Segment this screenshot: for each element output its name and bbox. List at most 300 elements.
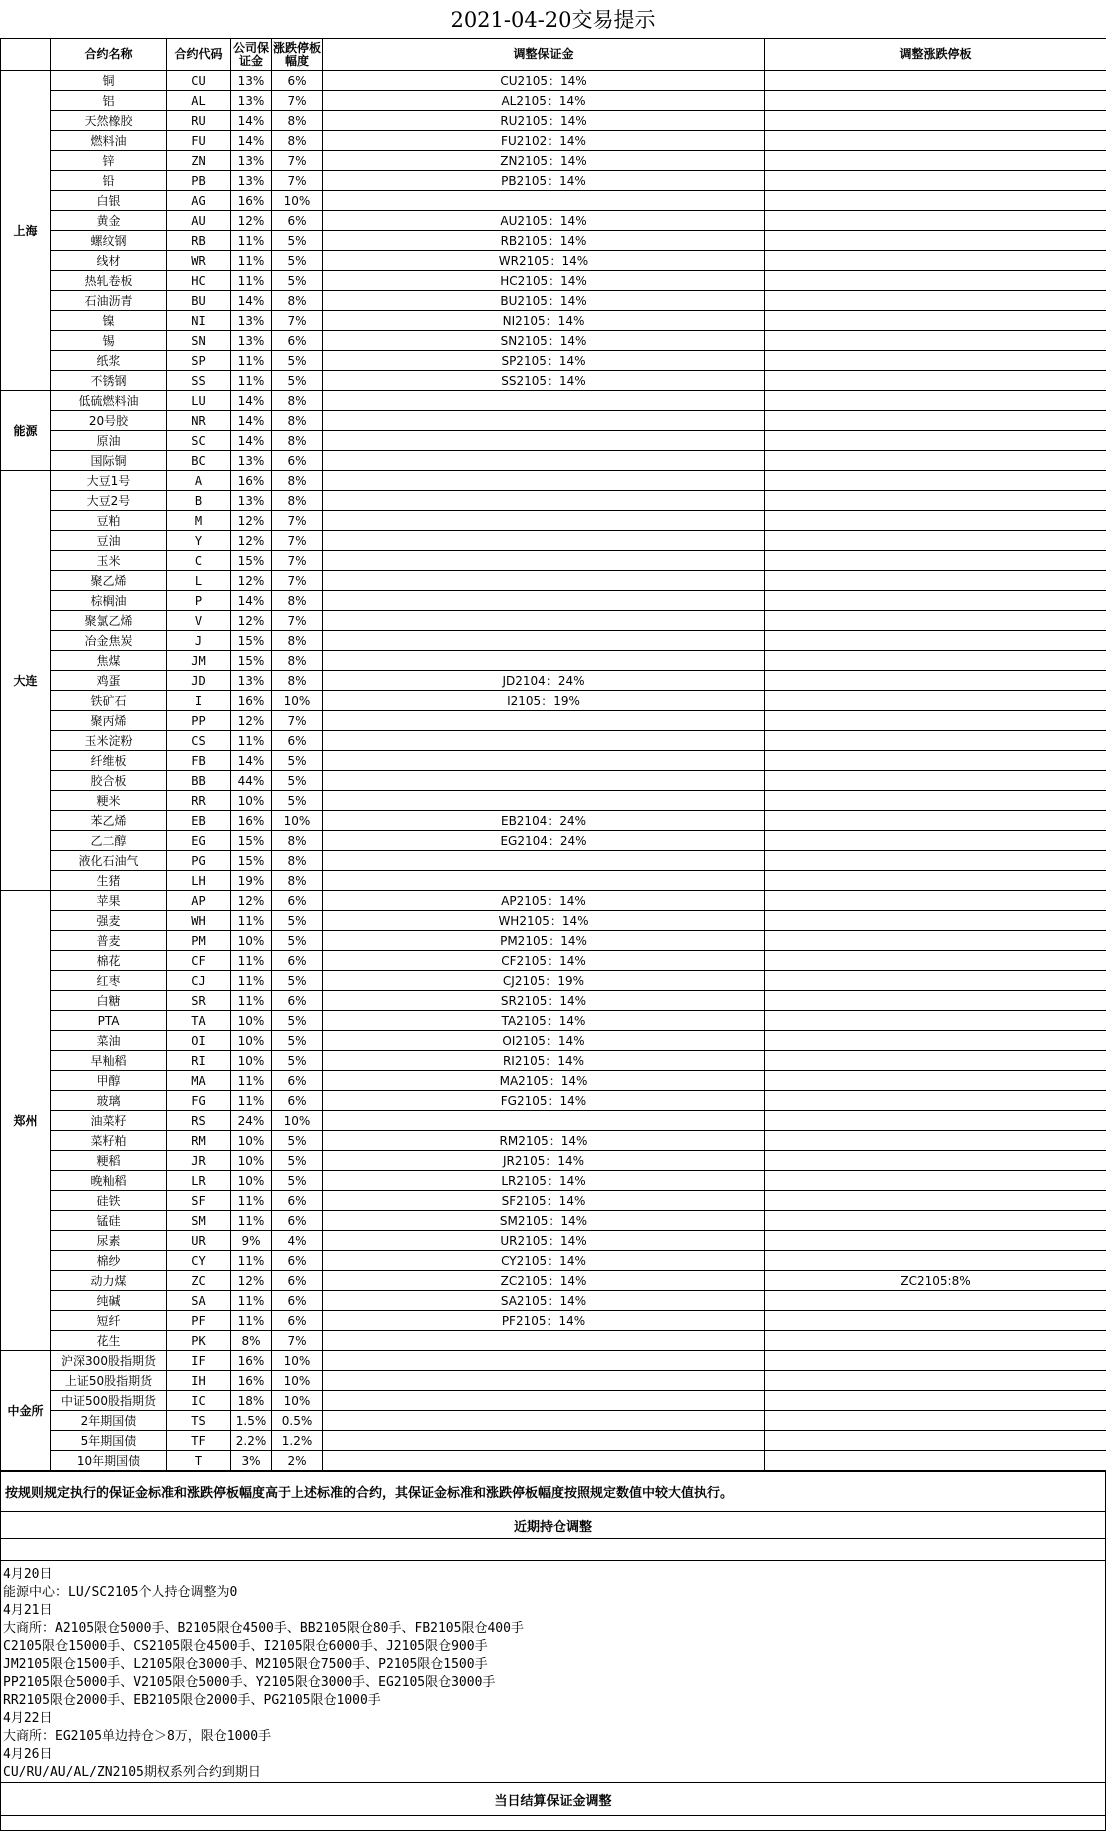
- spacer-row: [1, 1816, 1106, 1831]
- limit-range-cell: 8%: [272, 631, 323, 651]
- header-adjusted-limit: 调整涨跌停板: [765, 39, 1106, 71]
- limit-range-cell: 10%: [272, 1391, 323, 1411]
- table-row: [1, 251, 1106, 271]
- company-margin-cell: 12%: [231, 611, 272, 631]
- adjusted-limit-cell: [765, 1071, 1106, 1091]
- contract-name-cell: 线材: [51, 251, 167, 271]
- adjusted-limit-cell: [765, 1031, 1106, 1051]
- table-row: [1, 991, 1106, 1011]
- contract-code-cell: T: [167, 1451, 231, 1471]
- company-margin-cell: 11%: [231, 1211, 272, 1231]
- table-row: [1, 631, 1106, 651]
- limit-range-cell: 8%: [272, 831, 323, 851]
- adjusted-margin-cell: [323, 471, 765, 491]
- contract-code-cell: RR: [167, 791, 231, 811]
- limit-range-cell: 7%: [272, 171, 323, 191]
- limit-range-cell: 6%: [272, 1251, 323, 1271]
- table-row: [1, 451, 1106, 471]
- limit-range-cell: 6%: [272, 71, 323, 91]
- adjusted-margin-cell: [323, 851, 765, 871]
- contract-name-cell: 铜: [51, 71, 167, 91]
- contract-name-cell: 锰硅: [51, 1211, 167, 1231]
- adjusted-limit-cell: [765, 1051, 1106, 1071]
- contract-code-cell: PB: [167, 171, 231, 191]
- table-row: [1, 531, 1106, 551]
- exchange-name: 郑州: [1, 891, 51, 1351]
- table-row: [1, 771, 1106, 791]
- company-margin-cell: 11%: [231, 231, 272, 251]
- adjusted-limit-cell: [765, 411, 1106, 431]
- table-row: [1, 691, 1106, 711]
- adjusted-margin-cell: [323, 711, 765, 731]
- adjusted-margin-cell: CU2105：14%: [323, 71, 765, 91]
- contract-name-cell: 国际铜: [51, 451, 167, 471]
- adjusted-margin-cell: EG2104：24%: [323, 831, 765, 851]
- contract-code-cell: AL: [167, 91, 231, 111]
- adjusted-limit-cell: [765, 131, 1106, 151]
- adjusted-limit-cell: [765, 1351, 1106, 1371]
- contract-name-cell: 棕榈油: [51, 591, 167, 611]
- adjusted-margin-cell: JR2105：14%: [323, 1151, 765, 1171]
- limit-range-cell: 10%: [272, 1351, 323, 1371]
- adjusted-limit-cell: [765, 1411, 1106, 1431]
- adjusted-margin-cell: CY2105：14%: [323, 1251, 765, 1271]
- limit-range-cell: 6%: [272, 1311, 323, 1331]
- adjusted-margin-cell: [323, 1451, 765, 1471]
- contract-code-cell: NR: [167, 411, 231, 431]
- adjusted-margin-cell: LR2105：14%: [323, 1171, 765, 1191]
- adjusted-margin-cell: AU2105：14%: [323, 211, 765, 231]
- contract-code-cell: LR: [167, 1171, 231, 1191]
- table-row: [1, 571, 1106, 591]
- adjusted-margin-cell: NI2105：14%: [323, 311, 765, 331]
- contract-name-cell: 20号胶: [51, 411, 167, 431]
- adjusted-margin-cell: I2105：19%: [323, 691, 765, 711]
- table-row: [1, 731, 1106, 751]
- company-margin-cell: 13%: [231, 311, 272, 331]
- adjusted-limit-cell: [765, 651, 1106, 671]
- adjusted-margin-cell: PB2105：14%: [323, 171, 765, 191]
- table-row: [1, 671, 1106, 691]
- adjusted-margin-cell: ZC2105：14%: [323, 1271, 765, 1291]
- position-note-line: PP2105限仓5000手、V2105限仓5000手、Y2105限仓3000手、EG2105限仓3000手: [3, 1674, 1103, 1692]
- adjusted-limit-cell: [765, 111, 1106, 131]
- contract-name-cell: 不锈钢: [51, 371, 167, 391]
- company-margin-cell: 11%: [231, 951, 272, 971]
- contract-name-cell: 液化石油气: [51, 851, 167, 871]
- limit-range-cell: 8%: [272, 411, 323, 431]
- table-row: [1, 1011, 1106, 1031]
- adjusted-margin-cell: WR2105：14%: [323, 251, 765, 271]
- adjusted-limit-cell: [765, 251, 1106, 271]
- table-row: [1, 871, 1106, 891]
- position-note-line: 4月26日: [3, 1746, 1103, 1764]
- limit-range-cell: 5%: [272, 271, 323, 291]
- company-margin-cell: 2.2%: [231, 1431, 272, 1451]
- contract-name-cell: 上证50股指期货: [51, 1371, 167, 1391]
- adjusted-margin-cell: [323, 871, 765, 891]
- adjusted-margin-cell: [323, 1111, 765, 1131]
- limit-range-cell: 10%: [272, 1111, 323, 1131]
- contract-code-cell: P: [167, 591, 231, 611]
- limit-range-cell: 5%: [272, 911, 323, 931]
- adjusted-margin-cell: [323, 451, 765, 471]
- contract-name-cell: 纸浆: [51, 351, 167, 371]
- contract-name-cell: 燃料油: [51, 131, 167, 151]
- limit-range-cell: 7%: [272, 91, 323, 111]
- adjusted-margin-cell: OI2105：14%: [323, 1031, 765, 1051]
- contract-name-cell: 原油: [51, 431, 167, 451]
- adjusted-limit-cell: [765, 571, 1106, 591]
- adjusted-margin-cell: CJ2105：19%: [323, 971, 765, 991]
- adjusted-margin-cell: [323, 431, 765, 451]
- company-margin-cell: 15%: [231, 631, 272, 651]
- contract-name-cell: 胶合板: [51, 771, 167, 791]
- limit-range-cell: 5%: [272, 791, 323, 811]
- limit-range-cell: 5%: [272, 351, 323, 371]
- adjusted-margin-cell: SF2105：14%: [323, 1191, 765, 1211]
- contract-name-cell: 天然橡胶: [51, 111, 167, 131]
- adjusted-limit-cell: [765, 871, 1106, 891]
- adjusted-margin-cell: [323, 391, 765, 411]
- table-row: [1, 151, 1106, 171]
- contract-name-cell: 粳米: [51, 791, 167, 811]
- table-row: [1, 171, 1106, 191]
- contract-code-cell: ZN: [167, 151, 231, 171]
- adjusted-limit-cell: [765, 231, 1106, 251]
- limit-range-cell: 8%: [272, 591, 323, 611]
- table-row: [1, 371, 1106, 391]
- company-margin-cell: 10%: [231, 931, 272, 951]
- limit-range-cell: 5%: [272, 1131, 323, 1151]
- contract-code-cell: BU: [167, 291, 231, 311]
- limit-range-cell: 6%: [272, 1271, 323, 1291]
- contract-name-cell: 5年期国债: [51, 1431, 167, 1451]
- contract-name-cell: 螺纹钢: [51, 231, 167, 251]
- table-row: [1, 1031, 1106, 1051]
- adjusted-margin-cell: HC2105：14%: [323, 271, 765, 291]
- contract-name-cell: 短纤: [51, 1311, 167, 1331]
- table-row: [1, 291, 1106, 311]
- adjusted-limit-cell: [765, 931, 1106, 951]
- company-margin-cell: 12%: [231, 1271, 272, 1291]
- spacer-row: [1, 1539, 1106, 1561]
- contract-code-cell: EB: [167, 811, 231, 831]
- adjusted-margin-cell: [323, 1371, 765, 1391]
- limit-range-cell: 5%: [272, 1011, 323, 1031]
- limit-range-cell: 10%: [272, 691, 323, 711]
- contract-code-cell: IC: [167, 1391, 231, 1411]
- adjusted-margin-cell: PM2105：14%: [323, 931, 765, 951]
- table-row: [1, 131, 1106, 151]
- adjusted-margin-cell: [323, 1411, 765, 1431]
- company-margin-cell: 13%: [231, 91, 272, 111]
- contract-name-cell: 大豆2号: [51, 491, 167, 511]
- adjusted-margin-cell: AL2105：14%: [323, 91, 765, 111]
- contract-code-cell: I: [167, 691, 231, 711]
- contract-name-cell: 普麦: [51, 931, 167, 951]
- adjusted-limit-cell: [765, 91, 1106, 111]
- header-company-margin: 公司保证金: [231, 39, 272, 71]
- adjusted-margin-cell: SM2105：14%: [323, 1211, 765, 1231]
- table-row: [1, 351, 1106, 371]
- table-row: [1, 1351, 1106, 1371]
- contract-code-cell: IF: [167, 1351, 231, 1371]
- contract-code-cell: A: [167, 471, 231, 491]
- company-margin-cell: 12%: [231, 211, 272, 231]
- table-row: [1, 1091, 1106, 1111]
- adjusted-margin-cell: [323, 651, 765, 671]
- adjusted-limit-cell: [765, 1251, 1106, 1271]
- adjusted-limit-cell: [765, 631, 1106, 651]
- company-margin-cell: 15%: [231, 851, 272, 871]
- company-margin-cell: 10%: [231, 1171, 272, 1191]
- company-margin-cell: 11%: [231, 1311, 272, 1331]
- margin-table: [0, 38, 1106, 1471]
- adjusted-limit-cell: [765, 311, 1106, 331]
- limit-range-cell: 5%: [272, 1031, 323, 1051]
- limit-range-cell: 8%: [272, 491, 323, 511]
- adjusted-margin-cell: PF2105：14%: [323, 1311, 765, 1331]
- adjusted-limit-cell: [765, 471, 1106, 491]
- contract-code-cell: OI: [167, 1031, 231, 1051]
- limit-range-cell: 7%: [272, 151, 323, 171]
- limit-range-cell: 10%: [272, 811, 323, 831]
- contract-name-cell: 2年期国债: [51, 1411, 167, 1431]
- adjusted-limit-cell: [765, 1291, 1106, 1311]
- adjusted-margin-cell: [323, 191, 765, 211]
- contract-name-cell: 苯乙烯: [51, 811, 167, 831]
- table-row: [1, 1411, 1106, 1431]
- contract-name-cell: 甲醇: [51, 1071, 167, 1091]
- company-margin-cell: 16%: [231, 471, 272, 491]
- adjusted-limit-cell: [765, 1011, 1106, 1031]
- table-row: [1, 1431, 1106, 1451]
- company-margin-cell: 14%: [231, 751, 272, 771]
- adjusted-margin-cell: RI2105：14%: [323, 1051, 765, 1071]
- limit-range-cell: 6%: [272, 1291, 323, 1311]
- table-row: [1, 1171, 1106, 1191]
- adjusted-limit-cell: [765, 1191, 1106, 1211]
- company-margin-cell: 11%: [231, 1091, 272, 1111]
- adjusted-limit-cell: [765, 1151, 1106, 1171]
- contract-code-cell: M: [167, 511, 231, 531]
- adjusted-margin-cell: [323, 1391, 765, 1411]
- adjusted-margin-cell: JD2104：24%: [323, 671, 765, 691]
- contract-code-cell: FU: [167, 131, 231, 151]
- contract-code-cell: CJ: [167, 971, 231, 991]
- contract-code-cell: C: [167, 551, 231, 571]
- company-margin-cell: 24%: [231, 1111, 272, 1131]
- limit-range-cell: 7%: [272, 531, 323, 551]
- table-row: [1, 971, 1106, 991]
- adjusted-limit-cell: [765, 771, 1106, 791]
- adjusted-limit-cell: [765, 1371, 1106, 1391]
- company-margin-cell: 13%: [231, 671, 272, 691]
- position-notes: [1, 1561, 1106, 1783]
- limit-range-cell: 6%: [272, 1211, 323, 1231]
- contract-code-cell: SR: [167, 991, 231, 1011]
- table-row: [1, 271, 1106, 291]
- table-row: [1, 851, 1106, 871]
- contract-code-cell: CU: [167, 71, 231, 91]
- contract-code-cell: SN: [167, 331, 231, 351]
- limit-range-cell: 6%: [272, 891, 323, 911]
- company-margin-cell: 14%: [231, 431, 272, 451]
- limit-range-cell: 8%: [272, 291, 323, 311]
- company-margin-cell: 13%: [231, 151, 272, 171]
- adjusted-margin-cell: WH2105：14%: [323, 911, 765, 931]
- limit-range-cell: 6%: [272, 951, 323, 971]
- company-margin-cell: 11%: [231, 1291, 272, 1311]
- company-margin-cell: 11%: [231, 251, 272, 271]
- table-row: [1, 751, 1106, 771]
- contract-name-cell: 玉米淀粉: [51, 731, 167, 751]
- company-margin-cell: 14%: [231, 131, 272, 151]
- contract-code-cell: TF: [167, 1431, 231, 1451]
- contract-name-cell: 纯碱: [51, 1291, 167, 1311]
- position-note-line: 4月20日: [3, 1566, 1103, 1584]
- table-row: [1, 1371, 1106, 1391]
- contract-code-cell: BB: [167, 771, 231, 791]
- contract-code-cell: SF: [167, 1191, 231, 1211]
- position-note-line: JM2105限仓1500手、L2105限仓3000手、M2105限仓7500手、P2105限仓1500手: [3, 1656, 1103, 1674]
- adjusted-margin-cell: [323, 411, 765, 431]
- adjusted-limit-cell: [765, 671, 1106, 691]
- limit-range-cell: 6%: [272, 331, 323, 351]
- contract-name-cell: 尿素: [51, 1231, 167, 1251]
- company-margin-cell: 16%: [231, 191, 272, 211]
- contract-name-cell: 聚乙烯: [51, 571, 167, 591]
- contract-code-cell: SA: [167, 1291, 231, 1311]
- contract-code-cell: SP: [167, 351, 231, 371]
- contract-code-cell: LH: [167, 871, 231, 891]
- adjusted-limit-cell: [765, 351, 1106, 371]
- company-margin-cell: 12%: [231, 511, 272, 531]
- rule-note: 按规则规定执行的保证金标准和涨跌停板幅度高于上述标准的合约，其保证金标准和涨跌停板幅度按照规定数值中较大值执行。: [1, 1472, 1106, 1512]
- contract-code-cell: RM: [167, 1131, 231, 1151]
- contract-code-cell: PK: [167, 1331, 231, 1351]
- contract-name-cell: 苹果: [51, 891, 167, 911]
- limit-range-cell: 7%: [272, 511, 323, 531]
- contract-name-cell: 铁矿石: [51, 691, 167, 711]
- adjusted-limit-cell: [765, 811, 1106, 831]
- adjusted-limit-cell: [765, 1111, 1106, 1131]
- table-row: [1, 651, 1106, 671]
- table-row: [1, 891, 1106, 911]
- company-margin-cell: 11%: [231, 351, 272, 371]
- contract-name-cell: 焦煤: [51, 651, 167, 671]
- position-heading: 近期持仓调整: [1, 1512, 1106, 1539]
- position-note-line: CU/RU/AU/AL/ZN2105期权系列合约到期日: [3, 1764, 1103, 1782]
- adjusted-limit-cell: [765, 491, 1106, 511]
- table-row: [1, 71, 1106, 91]
- company-margin-cell: 13%: [231, 71, 272, 91]
- contract-name-cell: 白银: [51, 191, 167, 211]
- table-row: [1, 1211, 1106, 1231]
- contract-code-cell: WH: [167, 911, 231, 931]
- adjusted-limit-cell: [765, 551, 1106, 571]
- adjusted-margin-cell: [323, 531, 765, 551]
- limit-range-cell: 7%: [272, 1331, 323, 1351]
- table-row: [1, 951, 1106, 971]
- adjusted-margin-cell: [323, 1431, 765, 1451]
- company-margin-cell: 16%: [231, 691, 272, 711]
- header-limit-range: 涨跌停板幅度: [272, 39, 323, 71]
- limit-range-cell: 5%: [272, 771, 323, 791]
- table-row: [1, 411, 1106, 431]
- table-row: [1, 911, 1106, 931]
- contract-name-cell: 豆粕: [51, 511, 167, 531]
- adjusted-limit-cell: [765, 151, 1106, 171]
- company-margin-cell: 14%: [231, 591, 272, 611]
- company-margin-cell: 14%: [231, 411, 272, 431]
- adjusted-margin-cell: MA2105：14%: [323, 1071, 765, 1091]
- contract-code-cell: TA: [167, 1011, 231, 1031]
- company-margin-cell: 44%: [231, 771, 272, 791]
- page-title: 2021-04-20交易提示: [0, 0, 1106, 38]
- company-margin-cell: 1.5%: [231, 1411, 272, 1431]
- adjusted-margin-cell: EB2104：24%: [323, 811, 765, 831]
- contract-code-cell: SM: [167, 1211, 231, 1231]
- company-margin-cell: 11%: [231, 911, 272, 931]
- adjusted-margin-cell: RU2105：14%: [323, 111, 765, 131]
- contract-name-cell: 铝: [51, 91, 167, 111]
- company-margin-cell: 10%: [231, 1151, 272, 1171]
- contract-code-cell: PF: [167, 1311, 231, 1331]
- adjusted-margin-cell: [323, 611, 765, 631]
- adjusted-limit-cell: [765, 1231, 1106, 1251]
- contract-code-cell: CY: [167, 1251, 231, 1271]
- position-note-line: RR2105限仓2000手、EB2105限仓2000手、PG2105限仓1000手: [3, 1692, 1103, 1710]
- contract-name-cell: 中证500股指期货: [51, 1391, 167, 1411]
- adjusted-limit-cell: [765, 511, 1106, 531]
- contract-code-cell: PG: [167, 851, 231, 871]
- limit-range-cell: 5%: [272, 751, 323, 771]
- adjusted-limit-cell: [765, 171, 1106, 191]
- adjusted-limit-cell: [765, 71, 1106, 91]
- contract-name-cell: 冶金焦炭: [51, 631, 167, 651]
- limit-range-cell: 5%: [272, 251, 323, 271]
- adjusted-limit-cell: [765, 1171, 1106, 1191]
- position-note-line: 能源中心：LU/SC2105个人持仓调整为0: [3, 1584, 1103, 1602]
- exchange-name: 能源: [1, 391, 51, 471]
- table-row: [1, 391, 1106, 411]
- contract-code-cell: MA: [167, 1071, 231, 1091]
- contract-name-cell: PTA: [51, 1011, 167, 1031]
- adjusted-margin-cell: [323, 771, 765, 791]
- adjusted-margin-cell: [323, 731, 765, 751]
- contract-name-cell: 聚丙烯: [51, 711, 167, 731]
- adjusted-margin-cell: ZN2105：14%: [323, 151, 765, 171]
- contract-code-cell: FB: [167, 751, 231, 771]
- contract-name-cell: 铅: [51, 171, 167, 191]
- company-margin-cell: 8%: [231, 1331, 272, 1351]
- contract-code-cell: CF: [167, 951, 231, 971]
- table-row: [1, 1051, 1106, 1071]
- adjusted-limit-cell: [765, 991, 1106, 1011]
- adjusted-margin-cell: [323, 1351, 765, 1371]
- adjusted-margin-cell: BU2105：14%: [323, 291, 765, 311]
- adjusted-margin-cell: SS2105：14%: [323, 371, 765, 391]
- table-row: [1, 471, 1106, 491]
- adjusted-margin-cell: [323, 791, 765, 811]
- adjusted-limit-cell: [765, 731, 1106, 751]
- table-row: [1, 331, 1106, 351]
- contract-name-cell: 强麦: [51, 911, 167, 931]
- contract-code-cell: Y: [167, 531, 231, 551]
- adjusted-limit-cell: [765, 1391, 1106, 1411]
